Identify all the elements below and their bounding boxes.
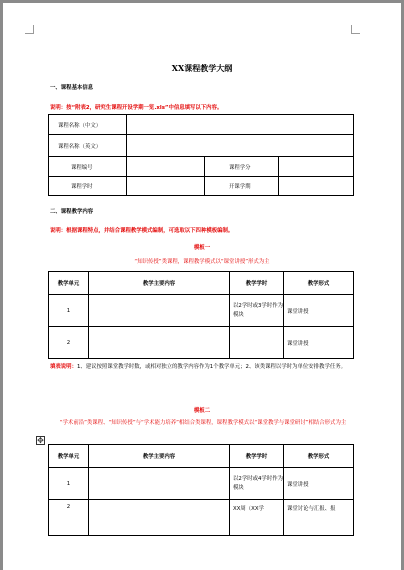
content-cell[interactable]	[89, 468, 230, 500]
template1-fill-note	[50, 361, 368, 373]
template2-description: “学术前沿”类课程、“知识传授”与“学术能力培养”相结合类课程，课程教学模式以“课堂教学与课堂研讨”相结合形式为主	[59, 420, 347, 426]
table-row	[49, 327, 354, 359]
section1-heading: 一、课程基本信息	[50, 85, 94, 91]
course-code-label: 课程编号	[49, 157, 127, 177]
unit-cell: 1	[49, 295, 89, 327]
content-cell[interactable]	[89, 500, 230, 536]
header-form: 教学形式	[284, 445, 354, 468]
course-semester-field[interactable]	[279, 177, 354, 196]
table-row	[49, 500, 354, 536]
unit-cell: 1	[49, 468, 89, 500]
header-content: 教学主要内容	[89, 272, 230, 295]
fill-note-text: 1、建议按照课堂教学时数，或相对独立的教学内容作为1个教学单元；2、该类课程以学时为单位安排教学任务。	[76, 364, 347, 370]
table-row	[49, 135, 354, 157]
template2-table	[48, 444, 354, 536]
course-name-cn-label: 课程名称（中文）	[49, 115, 127, 135]
unit-cell: 2	[49, 500, 89, 536]
section2-heading: 二、课程教学内容	[50, 209, 94, 215]
table-move-icon[interactable]: ✥	[37, 435, 44, 445]
table-row	[49, 177, 354, 196]
hours-cell: 以2学时或4学时作为模块	[230, 468, 284, 500]
course-hours-field[interactable]	[127, 177, 205, 196]
section2-note: 说明：根据课程特点，并结合课程教学模式编制，可选取以下四种模板编制。	[50, 228, 234, 234]
course-credit-field[interactable]	[279, 157, 354, 177]
form-cell: 课堂讲授	[284, 468, 354, 500]
hours-cell: XX周（XX学	[230, 500, 284, 536]
crop-mark-top-left	[25, 25, 34, 34]
template1-description: “知识传授”类课程，课程教学模式以“课堂讲授”形式为主	[134, 259, 270, 265]
course-name-cn-field[interactable]	[127, 115, 354, 135]
content-cell[interactable]	[89, 327, 230, 359]
basic-info-table	[48, 114, 354, 196]
table-header-row	[49, 272, 354, 295]
header-content: 教学主要内容	[89, 445, 230, 468]
document-title: XX课程教学大纲	[171, 63, 233, 73]
course-hours-label: 课程学时	[49, 177, 127, 196]
hours-cell	[230, 327, 284, 359]
template1-title: 模板一	[193, 245, 211, 251]
course-code-field[interactable]	[127, 157, 205, 177]
crop-mark-top-right	[351, 25, 360, 34]
header-hours: 教学学时	[230, 272, 284, 295]
header-unit: 教学单元	[49, 272, 89, 295]
course-name-en-label: 课程名称（英文）	[49, 135, 127, 157]
unit-cell: 2	[49, 327, 89, 359]
form-cell: 课堂讨论与汇报、报	[284, 500, 354, 536]
table-row	[49, 157, 354, 177]
course-name-en-field[interactable]	[127, 135, 354, 157]
hours-cell: 以2学时或3学时作为模块	[230, 295, 284, 327]
header-unit: 教学单元	[49, 445, 89, 468]
header-form: 教学形式	[284, 272, 354, 295]
document-page	[3, 3, 401, 570]
form-cell: 课堂讲授	[284, 327, 354, 359]
table-row	[49, 295, 354, 327]
table-row	[49, 115, 354, 135]
course-credit-label: 课程学分	[205, 157, 279, 177]
table-header-row	[49, 445, 354, 468]
section1-note: 说明：按“附表2，研究生课程开设学期一览.xls”中信息填写以下内容。	[50, 105, 223, 111]
content-cell[interactable]	[89, 295, 230, 327]
fill-note-label: 填表说明：	[50, 364, 77, 370]
header-hours: 教学学时	[230, 445, 284, 468]
form-cell: 课堂讲授	[284, 295, 354, 327]
template2-title: 模板二	[193, 408, 211, 414]
template1-table	[48, 271, 354, 359]
course-semester-label: 开课学期	[205, 177, 279, 196]
table-row	[49, 468, 354, 500]
